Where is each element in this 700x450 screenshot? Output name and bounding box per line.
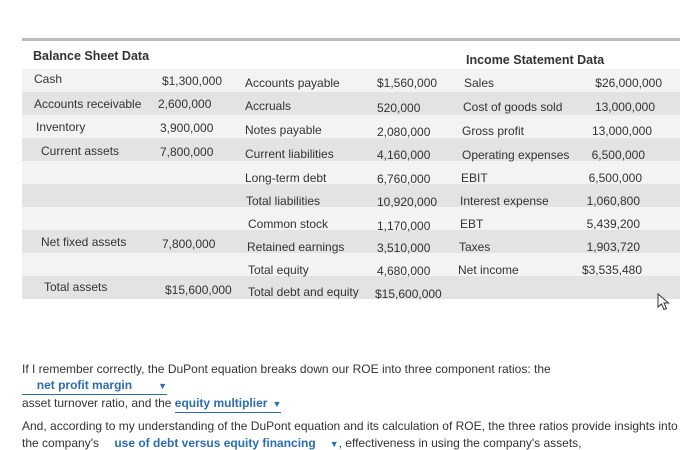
liability-label: Common stock	[248, 217, 329, 231]
asset-label: Current assets	[41, 144, 120, 158]
asset-value: 7,800,000	[160, 145, 214, 159]
liability-value: 520,000	[377, 101, 421, 115]
income-value: 6,500,000	[591, 148, 645, 162]
liability-value: 4,160,000	[377, 148, 431, 162]
liability-label: Long-term debt	[245, 171, 327, 185]
income-label: Net income	[458, 263, 519, 277]
income-value: 13,000,000	[591, 124, 652, 138]
total-debt-equity-value: $15,600,000	[375, 287, 442, 301]
asset-value: 3,900,000	[160, 121, 214, 135]
asset-label: Cash	[34, 72, 63, 86]
asset-label: Inventory	[36, 120, 86, 134]
liability-value: 4,680,000	[377, 264, 431, 278]
question-2-text: And, according to my understanding of the DuPont equation and its calculation of ROE, the three ratios provide insights into the company's	[22, 419, 678, 450]
income-value: 5,439,200	[586, 217, 640, 231]
dropdown-1-value: net profit margin	[36, 378, 133, 392]
ratio-dropdown-2[interactable]	[175, 395, 282, 413]
mouse-cursor-icon	[654, 292, 674, 312]
question-1-text-cont: asset turnover ratio, and the	[22, 396, 172, 410]
insight-dropdown[interactable]	[102, 435, 338, 450]
liability-value: 10,920,000	[377, 195, 438, 209]
dropdown-3-value: use of debt versus equity financing	[114, 436, 316, 450]
ratio-dropdown-1[interactable]	[22, 377, 167, 395]
income-statement-title: Income Statement Data	[466, 53, 605, 67]
income-label: Operating expenses	[462, 148, 570, 162]
income-value: 1,903,720	[586, 240, 640, 254]
income-label: Gross profit	[462, 124, 525, 138]
liability-label: Accruals	[245, 99, 292, 113]
total-assets-value: $15,600,000	[165, 283, 232, 297]
question-1-text: If I remember correctly, the DuPont equation breaks down our ROE into three component ratios: the	[22, 362, 551, 376]
question-2-text-cont: , effectiveness in using the company's assets,	[338, 436, 582, 450]
net-income-value: $3,535,480	[581, 263, 642, 277]
liability-label: Total equity	[248, 263, 309, 277]
income-value: 6,500,000	[588, 171, 642, 185]
liability-label: Retained earnings	[247, 240, 345, 254]
liability-value: $1,560,000	[377, 76, 438, 90]
balance-sheet-title: Balance Sheet Data	[33, 49, 150, 63]
income-label: EBT	[460, 217, 484, 231]
chevron-down-icon: ▼	[272, 399, 282, 409]
liability-value: 2,080,000	[377, 125, 431, 139]
asset-value: 7,800,000	[162, 237, 216, 251]
income-label: Taxes	[459, 240, 491, 254]
income-label: EBIT	[461, 171, 488, 185]
table-top-divider	[22, 38, 680, 41]
liability-label: Total debt and equity	[248, 285, 359, 299]
income-value: 13,000,000	[594, 100, 655, 114]
income-label: Interest expense	[460, 194, 549, 208]
liability-label: Current liabilities	[245, 147, 334, 161]
chevron-down-icon: ▼	[329, 439, 339, 449]
liability-label: Notes payable	[245, 123, 322, 137]
income-value: $26,000,000	[595, 76, 662, 90]
liability-value: 1,170,000	[377, 219, 431, 233]
liability-label: Total liabilities	[246, 194, 321, 208]
chevron-down-icon: ▼	[158, 381, 167, 391]
asset-label: Total assets	[44, 280, 108, 294]
liability-label: Accounts payable	[245, 76, 340, 90]
asset-value: 2,600,000	[158, 97, 212, 111]
asset-label: Net fixed assets	[41, 235, 127, 249]
asset-value: $1,300,000	[161, 74, 222, 88]
question-1	[22, 361, 672, 413]
income-value: 1,060,800	[586, 194, 640, 208]
liability-value: 6,760,000	[377, 172, 431, 186]
dropdown-2-value: equity multiplier	[174, 396, 268, 410]
asset-label: Accounts receivable	[34, 97, 142, 111]
income-label: Sales	[464, 76, 495, 90]
question-2	[22, 418, 687, 450]
liability-value: 3,510,000	[377, 241, 431, 255]
income-label: Cost of goods sold	[463, 100, 563, 114]
